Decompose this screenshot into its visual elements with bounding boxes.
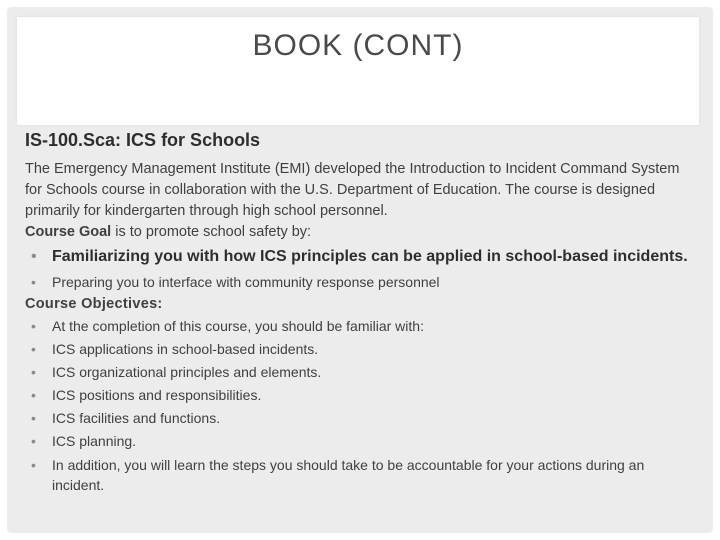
slide-title: BOOK (CONT) (252, 29, 464, 62)
objective-text: ICS organizational principles and elements. (52, 364, 322, 380)
objective-item (25, 407, 690, 430)
goal-bullet-text: Familiarizing you with how ICS principles can be applied in school-based incidents. (52, 248, 688, 265)
bullet-dot: • (31, 248, 37, 265)
objective-text: In addition, you will learn the steps you should take to be accountable for your actions during an incident. (52, 457, 645, 493)
intro-paragraph (25, 159, 690, 243)
objectives-label: Course Objectives: (25, 296, 163, 312)
goal-label: Course Goal (25, 224, 112, 240)
goal-bullet (25, 246, 690, 267)
section-heading: IS-100.Sca: ICS for Schools (25, 130, 261, 150)
objective-text: At the completion of this course, you should be familiar with: (52, 318, 424, 334)
objective-text: ICS positions and responsibilities. (52, 387, 262, 403)
objective-text: ICS facilities and functions. (52, 410, 221, 426)
bullet-dot: • (31, 387, 36, 403)
bullet-dot: • (31, 410, 36, 426)
bullet-dot: • (31, 341, 36, 357)
objective-item (25, 315, 690, 338)
intro-text: The Emergency Management Institute (EMI) developed the Introduction to Incident Command System for Schools course in collaboration with the U.S. Department of Education. The course is designed primarily for kindergarten through high school personnel. (25, 161, 680, 219)
goal-bullet (25, 271, 690, 294)
bullet-dot: • (31, 364, 36, 380)
bullet-dot: • (31, 318, 36, 334)
bullet-dot: • (31, 457, 36, 473)
goal-text: is to promote school safety by: (111, 224, 312, 240)
objective-text: ICS applications in school-based incidents. (52, 341, 319, 357)
objective-item (25, 430, 690, 453)
bullet-dot: • (31, 433, 36, 449)
title-box (17, 17, 699, 125)
objective-text: ICS planning. (52, 433, 137, 449)
slide-body (25, 130, 690, 495)
objective-item (25, 384, 690, 407)
objectives-list (25, 315, 690, 495)
objective-item (25, 455, 690, 495)
objective-item (25, 338, 690, 361)
bullet-dot: • (31, 274, 36, 290)
objective-item (25, 361, 690, 384)
goal-bullet-text: Preparing you to interface with community response personnel (52, 274, 440, 290)
